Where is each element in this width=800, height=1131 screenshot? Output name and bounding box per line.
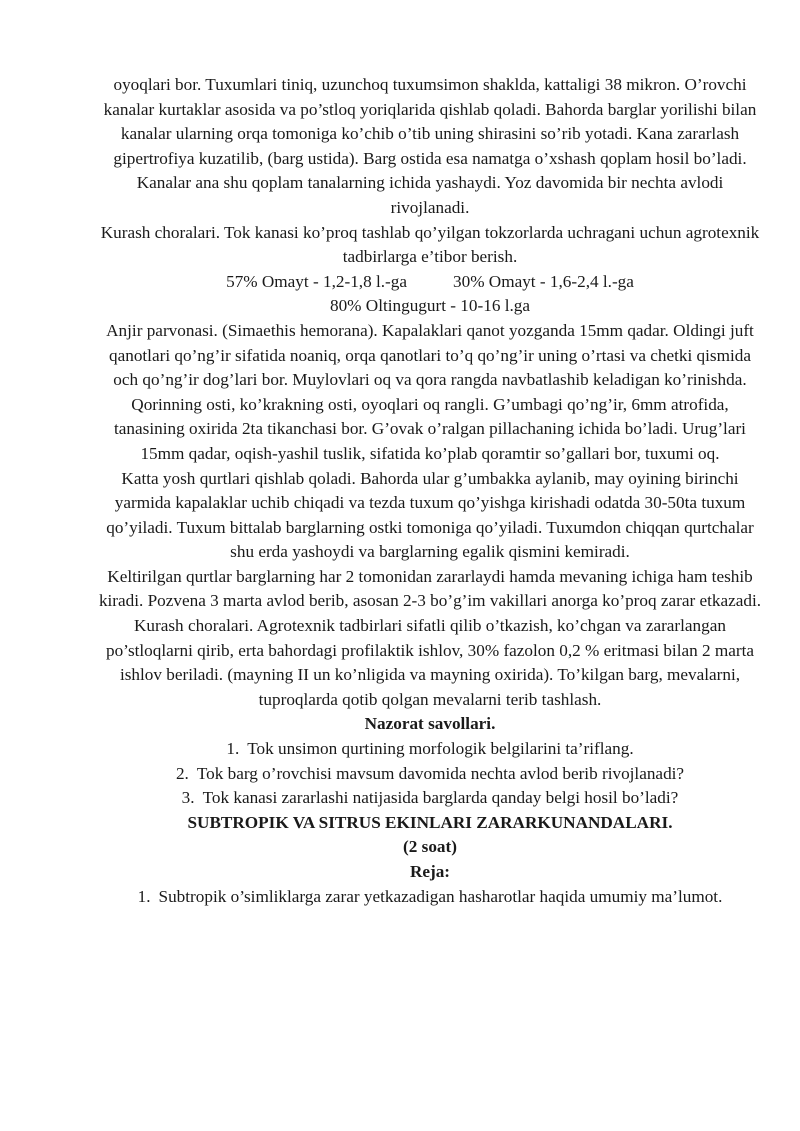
plan-item <box>98 885 762 910</box>
paragraph-fig-moth-description: Anjir parvonasi. (Simaethis hemorana). Kapalaklari qanot yozganda 15mm qadar. Oldingi juft qanotlari qo’ng’ir sifatida noaniq, orqa qanotlari to’q qo’ng’ir uning o’rtasi va chetki qismida och qo’ng’ir dog’lari bor. Muylovlari oq va qora rangda navbatlashib keladigan ko’rinishda. Qorinning osti, ko’krakning osti, oyoqlari oq rangli. G’umbagi qo’ng’ir, 6mm atrofida, tanasining oxirida 2ta tikanchasi bor. G’ovak o’ralgan pillachaning ichida bo’ladi. Urug’lari 15mm qadar, oqish-yashil tuslik, sifatida ko’plab qoramtir so’gallari bor, tuxumi oq. <box>106 320 754 463</box>
plan-item-text: Subtropik o’simliklarga zarar yetkazadigan hasharotlar haqida umumiy ma’lumot. <box>158 886 723 906</box>
pesticide-doses <box>98 270 762 319</box>
question-item <box>98 762 762 787</box>
plan-list <box>98 885 762 910</box>
dose-line-1 <box>98 270 762 295</box>
question-text: Tok kanasi zararlashi natijasida barglarda qanday belgi hosil bo’ladi? <box>202 788 679 808</box>
question-item <box>98 737 762 762</box>
section-title: SUBTROPIK VA SITRUS EKINLARI ZARARKUNANDALARI. <box>187 812 673 832</box>
dose-omayt-57: 57% Omayt - 1,2-1,8 l.-ga <box>226 271 407 291</box>
question-text: Tok barg o’rovchisi mavsum davomida nechta avlod berib rivojlanadi? <box>196 763 685 783</box>
control-questions-title: Nazorat savollari. <box>364 714 496 734</box>
paragraph-fig-moth-lifecycle: Katta yosh qurtlari qishlab qoladi. Bahorda ular g’umbakka aylanib, may oyining birinchi yarmida kapalaklar uchib chiqadi va tezda tuxum qo’yishga kirishadi odatda 30-50ta tuxum qo’yiladi. Tuxum bittalab barglarning ostki tomoniga qo’yiladi. Tuxumdon chiqqan qurtchalar shu erda yashoydi va barglarning egalik qismini kemiradi. <box>106 468 754 562</box>
dose-omayt-30: 30% Omayt - 1,6-2,4 l.-ga <box>453 271 634 291</box>
plan-item-number: 1. <box>137 886 151 906</box>
question-number: 3. <box>181 788 195 808</box>
question-number: 2. <box>175 763 189 783</box>
question-text: Tok unsimon qurtining morfologik belgilarini ta’riflang. <box>247 739 634 759</box>
paragraph-fig-moth-damage: Keltirilgan qurtlar barglarning har 2 tomonidan zararlaydi hamda mevaning ichiga ham teshib kiradi. Pozvena 3 marta avlod berib, asosan 2-3 bo’g’im vakillari anorga ko’proq zarar etkazadi. <box>98 566 762 611</box>
question-number: 1. <box>226 739 240 759</box>
dose-line-2: 80% Oltingugurt - 10-16 l.ga <box>329 296 530 316</box>
page-content <box>98 73 762 909</box>
paragraph-mite-description: oyoqlari bor. Tuxumlari tiniq, uzunchoq tuxumsimon shaklda, kattaligi 38 mikron. O’rovchi kanalar kurtaklar asosida va po’stloq yoriqlarida qishlab qoladi. Bahorda barglar yorilishi bilan kanalar ularning orqa tomoniga ko’chib o’tib uning shirasini so’rib yotadi. Kana zararlash gipertrofiya kuzatilib, (barg ustida). Barg ostida esa namatga o’xshash qoplam hosil bo’ladi. Kanalar ana shu qoplam tanalarning ichida yashaydi. Yoz davomida bir nechta avlodi rivojlanadi. <box>103 75 757 217</box>
section-hours: (2 soat) <box>403 837 457 857</box>
control-questions-list <box>98 737 762 811</box>
paragraph-fig-moth-control: Kurash choralari. Agrotexnik tadbirlari sifatli qilib o’tkazish, ko’chgan va zararlangan po’stloqlarni qirib, erta bahordagi profilaktik ishlov, 30% fazolon 0,2 % eritmasi bilan 2 marta ishlov beriladi. (mayning II un ko’nligida va mayning oxirida). To’kilgan barg, mevalarni, tuproqlarda qotib qolgan mevalarni terib tashlash. <box>105 616 755 709</box>
paragraph-mite-control: Kurash choralari. Tok kanasi ko’proq tashlab qo’yilgan tokzorlarda uchragani uchun agrotexnik tadbirlarga e’tibor berish. <box>100 222 760 267</box>
plan-title: Reja: <box>409 862 451 881</box>
question-item <box>98 786 762 811</box>
